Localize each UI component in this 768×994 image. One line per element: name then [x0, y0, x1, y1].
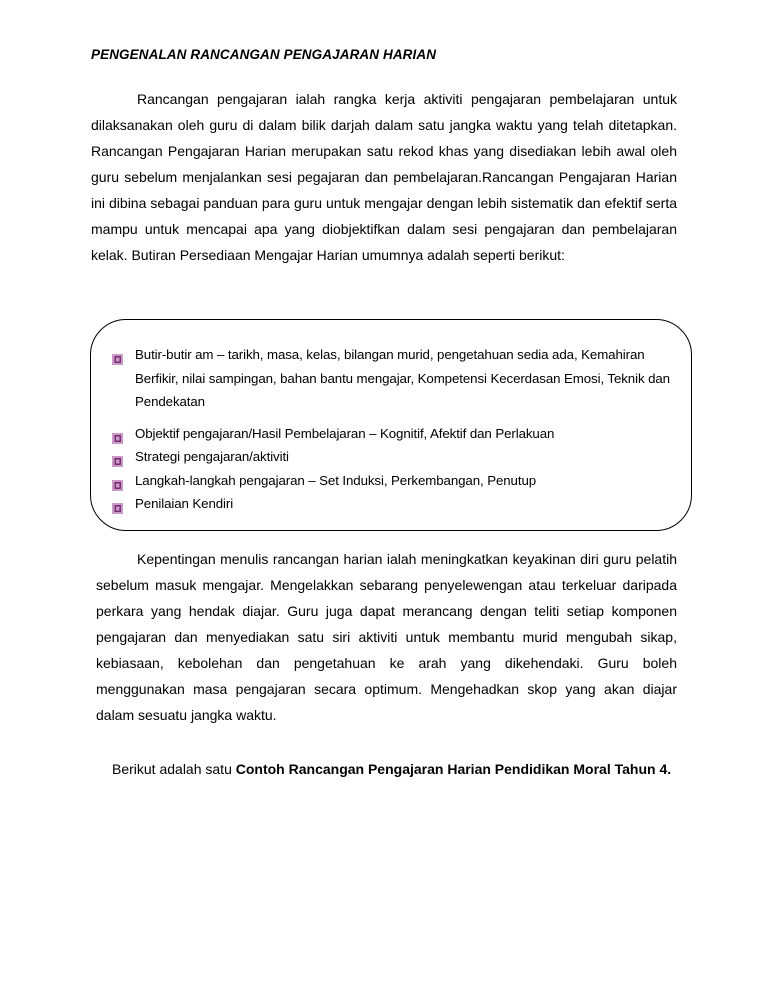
list-item: [112, 492, 682, 516]
purple-square-bullet-icon: [112, 349, 123, 360]
page-title: PENGENALAN RANCANGAN PENGAJARAN HARIAN: [91, 47, 437, 62]
example-lead: Berikut adalah satu: [112, 761, 236, 777]
example-paragraph: [91, 761, 677, 778]
purple-square-bullet-icon: [112, 451, 123, 462]
list-item: [112, 422, 682, 446]
list-item-text: Butir-butir am – tarikh, masa, kelas, bilangan murid, pengetahuan sedia ada, Kemahiran Berfikir, nilai sampingan, bahan bantu mengajar, Kompetensi Kecerdasan Emosi, Teknik dan Pendekatan: [135, 347, 670, 409]
list-item-text: Langkah-langkah pengajaran – Set Induksi, Perkembangan, Penutup: [135, 472, 537, 488]
list-item-text: Penilaian Kendiri: [135, 496, 234, 511]
list-item: [112, 343, 682, 414]
intro-paragraph: Rancangan pengajaran ialah rangka kerja aktiviti pengajaran pembelajaran untuk dilaksanakan oleh guru di dalam bilik darjah dalam satu jangka waktu yang telah ditetapkan. Rancangan Pengajaran Harian merupakan satu rekod khas yang disediakan lebih awal oleh guru sebelum menjalankan sesi pegajaran dan pembelajaran.Rancangan Pengajaran Harian ini dibina sebagai panduan para guru untuk mengajar dengan lebih sistematik dan efektif serta mampu untuk mencapai apa yang diobjektifkan dalam sesi pengajaran dan pembelajaran kelak. Butiran Persediaan Mengajar Harian umumnya adalah seperti berikut:: [91, 91, 677, 263]
purple-square-bullet-icon: [112, 475, 123, 486]
list-item-text: Strategi pengajaran/aktiviti: [135, 449, 289, 464]
importance-paragraph: Kepentingan menulis rancangan harian ialah meningkatkan keyakinan diri guru pelatih sebelum masuk mengajar. Mengelakkan sebarang penyelewengan atau terkeluar daripada perkara yang hendak diajar. Guru juga dapat merancang dengan teliti setiap komponen pengajaran dan menyediakan satu siri aktiviti untuk membantu murid mengubah sikap, kebiasaan, kebolehan dan pengetahuan ke arah yang dikehendaki. Guru boleh menggunakan masa pengajaran secara optimum. Mengehadkan skop yang akan diajar dalam sesuatu jangka waktu.: [96, 551, 677, 723]
purple-square-bullet-icon: [112, 428, 123, 439]
list-item: [112, 469, 682, 493]
list-item: [112, 445, 682, 469]
example-title: Contoh Rancangan Pengajaran Harian Pendidikan Moral Tahun 4.: [235, 761, 672, 777]
list-item-text: Objektif pengajaran/Hasil Pembelajaran – Kognitif, Afektif dan Perlakuan: [135, 425, 555, 441]
details-bullet-list: [112, 343, 682, 516]
purple-square-bullet-icon: [112, 498, 123, 509]
